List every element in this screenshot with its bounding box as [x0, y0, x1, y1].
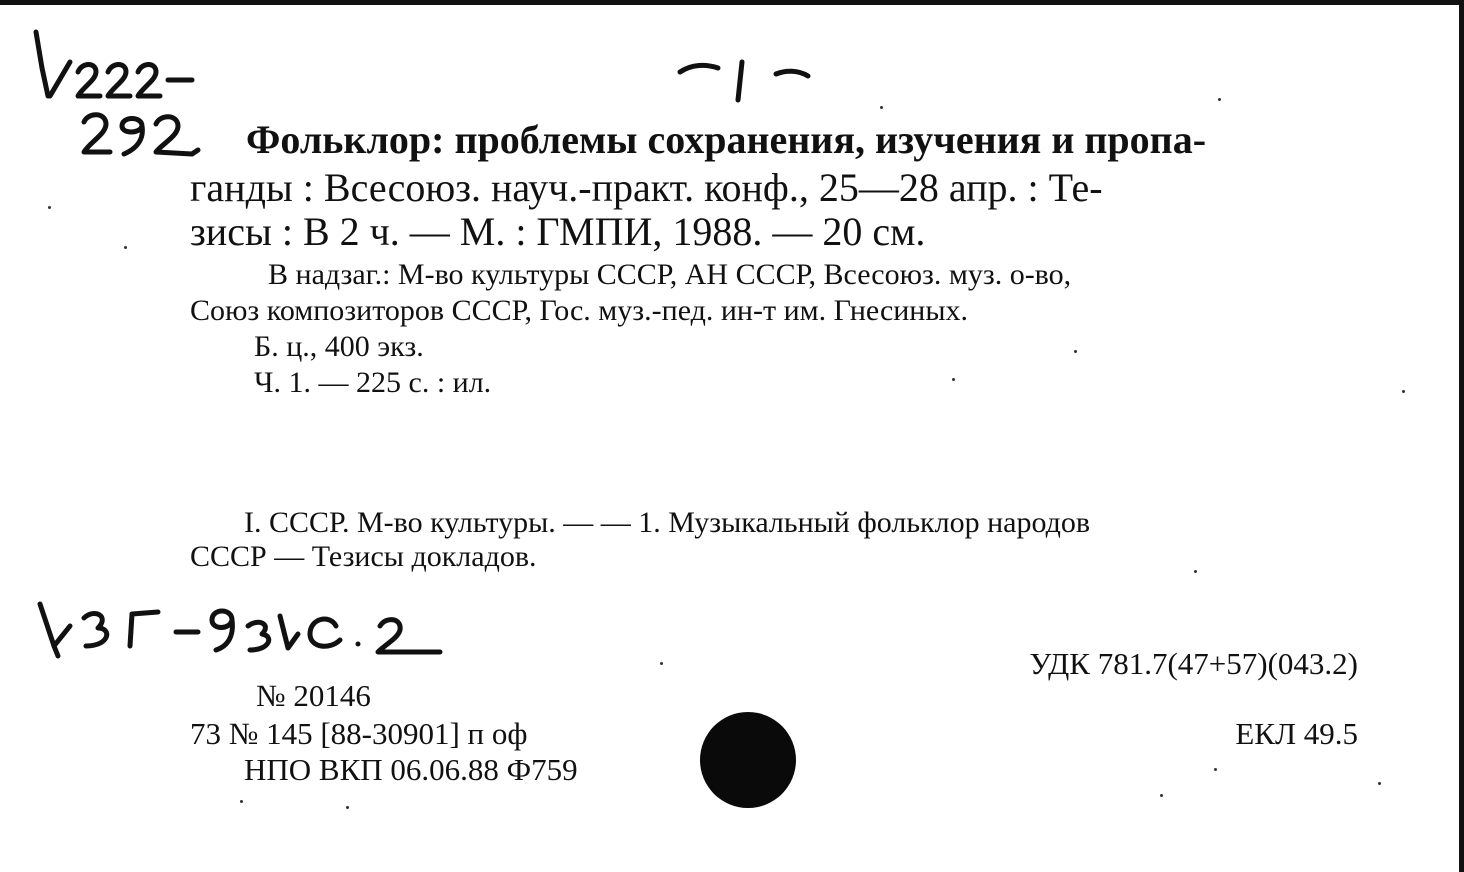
- entry-title-line-1: [246, 116, 1206, 163]
- scan-speck: [240, 800, 243, 803]
- handwritten-page-mark: [676, 54, 816, 104]
- card-border-top: [0, 0, 1464, 5]
- entry-price: Б. ц., 400 экз.: [254, 330, 424, 363]
- entry-title-line-2: ганды : Всесоюз. науч.-практ. конф., 25—28 апр. : Те-: [190, 165, 1103, 210]
- scan-speck: [660, 662, 663, 665]
- scan-speck: [880, 106, 883, 109]
- handwritten-call-mark-second: [80, 112, 240, 158]
- entry-part: Ч. 1. — 225 с. : ил.: [254, 366, 492, 399]
- ekl-code: ЕКЛ 49.5: [1235, 716, 1358, 751]
- scan-speck: [1218, 98, 1221, 101]
- punch-hole: [700, 712, 796, 808]
- udc-code: УДК 781.7(47+57)(043.2): [1029, 646, 1358, 681]
- scan-speck: [1402, 390, 1405, 393]
- publisher-line: НПО ВКП 06.06.88 Ф759: [244, 752, 578, 787]
- tracings-line-2: СССР — Тезисы докладов.: [190, 540, 537, 573]
- order-number: 73 № 145 [88-30901] п оф: [190, 716, 528, 751]
- entry-title-line-3: зисы : В 2 ч. — М. : ГМПИ, 1988. — 20 см.: [190, 209, 926, 254]
- record-number: № 20146: [256, 678, 371, 713]
- entry-title-bold: Фольклор: проблемы сохранения, изучения и пропа-: [246, 117, 1207, 162]
- entry-note-line-2: Союз композиторов СССР, Гос. муз.-пед. ин-т им. Гнесиных.: [190, 294, 969, 327]
- card-border-right: [1459, 0, 1464, 872]
- scan-speck: [346, 806, 349, 809]
- scan-speck: [1160, 794, 1163, 797]
- scan-speck: [1214, 768, 1217, 771]
- scan-speck: [1378, 782, 1381, 785]
- scan-speck: [1194, 570, 1197, 573]
- handwritten-call-mark-top: [30, 28, 200, 104]
- tracings-line-1: I. СССР. М-во культуры. — — 1. Музыкальный фольклор народов: [244, 506, 1091, 539]
- scan-speck: [952, 378, 955, 381]
- scan-speck: [1074, 350, 1077, 353]
- entry-note-line-1: В надзаг.: М-во культуры СССР, АН СССР, Всесоюз. муз. о-во,: [268, 258, 1072, 291]
- scan-speck: [48, 206, 51, 209]
- handwritten-shelf-mark: [36, 596, 456, 666]
- scan-speck: [124, 246, 127, 249]
